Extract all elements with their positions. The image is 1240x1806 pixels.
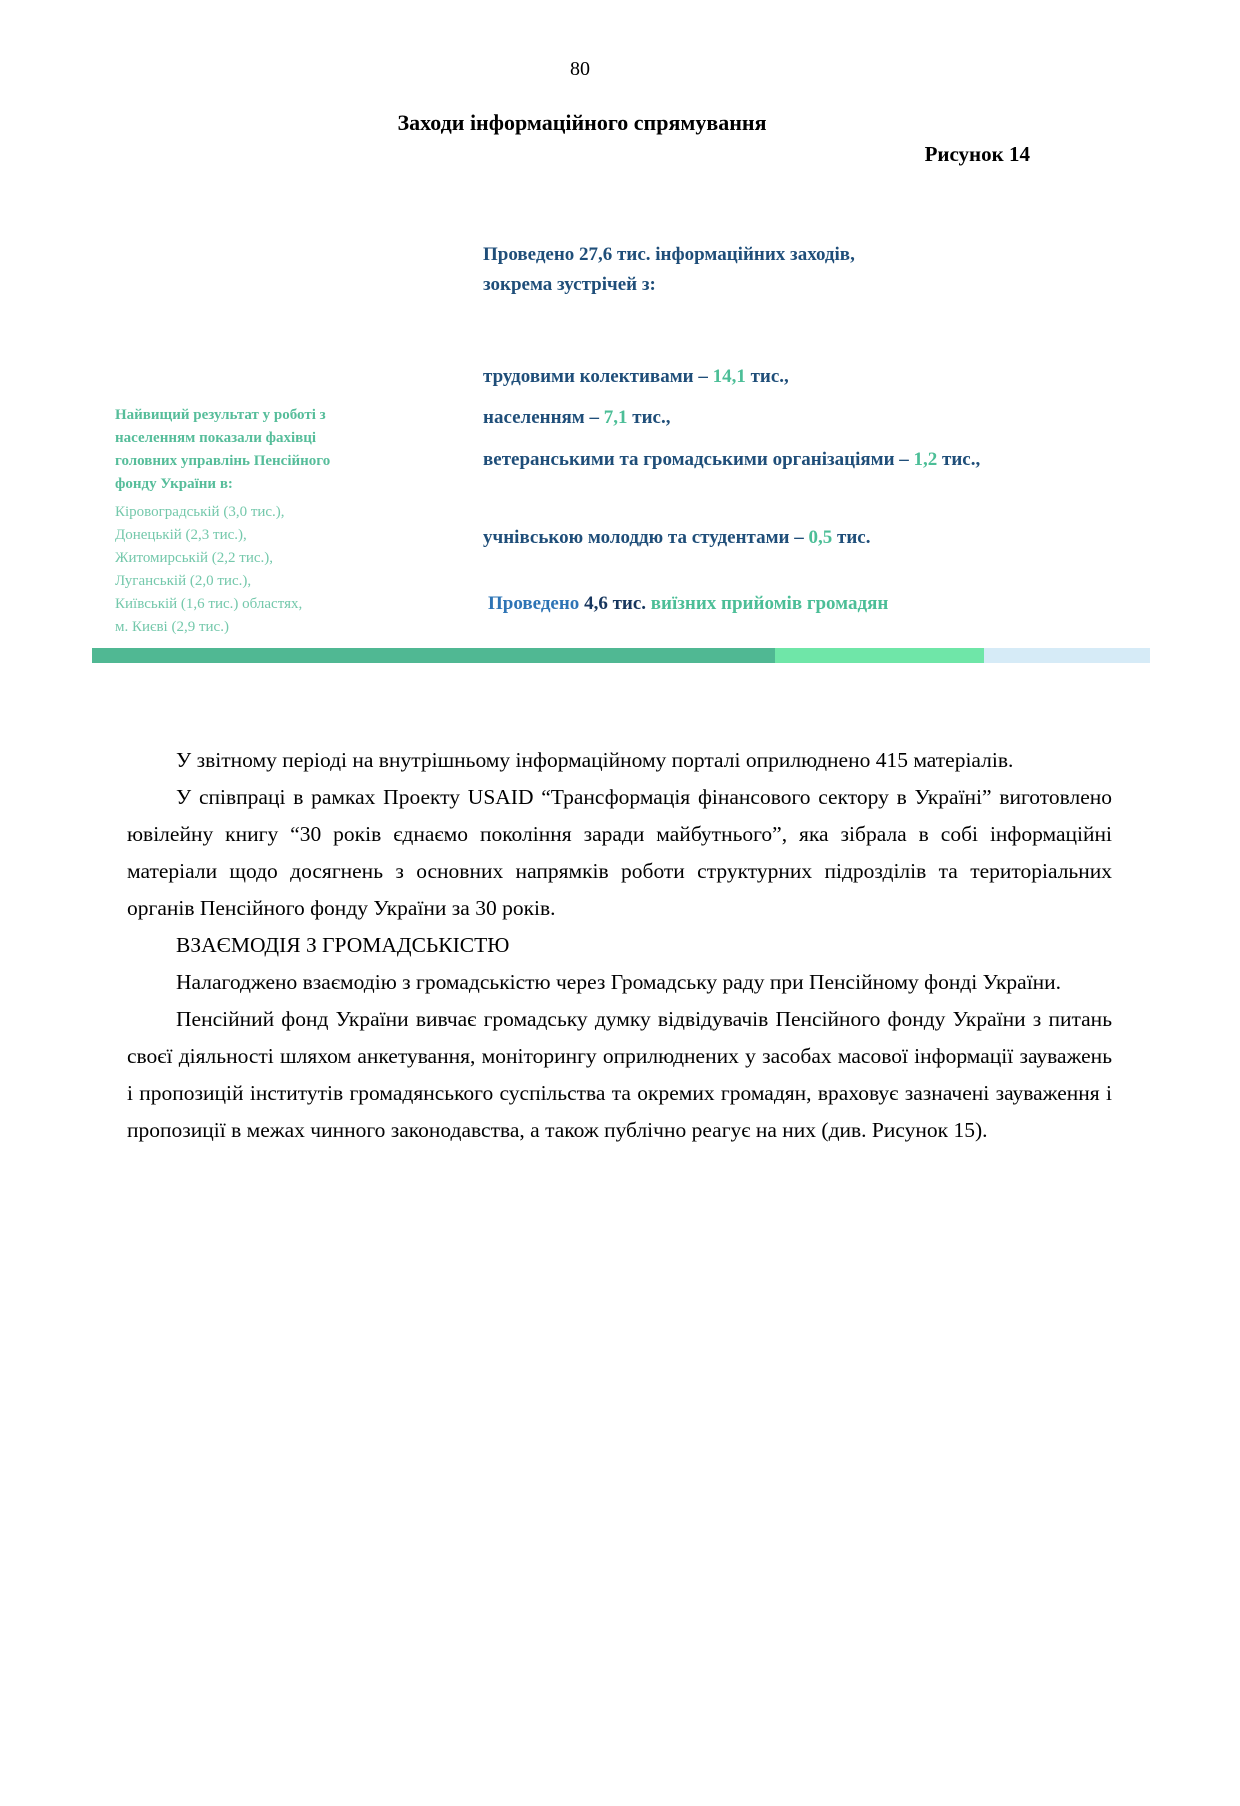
page-title: Заходи інформаційного спрямування — [397, 110, 767, 135]
figure-headline — [483, 240, 1053, 300]
figure-item-population — [483, 403, 1048, 432]
item-label: учнівською молоддю та студентами – — [483, 527, 809, 548]
item-value: 0,5 — [808, 527, 833, 548]
figure-item-veteran-organizations — [483, 445, 988, 474]
item-suffix: тис. — [832, 527, 871, 548]
paragraph-portal-materials: У звітному періоді на внутрішньому інформаційному порталі оприлюднено 415 матеріалів. — [176, 748, 1014, 772]
region-list-item: Житомирській (2,2 тис.), — [115, 550, 274, 566]
footer-part1: Проведено — [488, 593, 585, 614]
footer-part3: виїзних прийомів громадян — [646, 593, 889, 614]
item-label: населенням – — [483, 407, 604, 428]
page-number: 80 — [570, 58, 590, 80]
item-value: 1,2 — [913, 449, 938, 470]
region-list-item: Київській (1,6 тис.) областях, — [115, 596, 303, 612]
item-value: 14,1 — [712, 366, 746, 387]
figure-footer-line — [488, 590, 1058, 618]
gradient-bar-segment-2 — [775, 648, 983, 663]
figure-item-students — [483, 523, 1048, 552]
paragraph-public-opinion: Пенсійний фонд України вивчає громадську думку відвідувачів Пенсійного фонду України з питань своєї діяльності шляхом анкетування, моніторингу оприлюднених у засобах масової інформації зауважень і пропозицій інститутів громадянського суспільства та окремих громадян, враховує зазначені зауваження і пропозиції в межах чинного законодавства, а також публічно реагує на них (див. Рисунок 15). — [127, 1007, 1112, 1142]
gradient-bar-segment-1 — [92, 648, 775, 663]
item-suffix: тис., — [745, 366, 789, 387]
figure-sidebar-region-list — [115, 501, 375, 639]
paragraph-usaid-book: У співпраці в рамках Проекту USAID “Трансформація фінансового сектору в Україні” виготовлено ювілейну книгу “30 років єднаємо покоління заради майбутнього”, яка зібрала в собі інформаційні матеріали щодо досягнень з основних напрямків роботи структурних підрозділів та територіальних органів Пенсійного фонду України за 30 років. — [127, 785, 1112, 920]
region-list-item: Кіровоградській (3,0 тис.), — [115, 504, 285, 520]
figure-gradient-bar — [92, 648, 1150, 663]
figure-headline-line2: зокрема зустрічей з: — [483, 274, 656, 295]
section-heading-public-interaction: ВЗАЄМОДІЯ З ГРОМАДСЬКІСТЮ — [176, 933, 510, 957]
figure-sidebar-heading: Найвищий результат у роботі з населенням показали фахівці головних управлінь Пенсійного фонду України в: — [115, 407, 331, 492]
item-label: ветеранськими та громадськими організаціями – — [483, 449, 914, 470]
figure-headline-line1: Проведено 27,6 тис. інформаційних заходів, — [483, 244, 855, 265]
item-label: трудовими колективами – — [483, 366, 713, 387]
item-suffix: тис., — [937, 449, 981, 470]
item-value: 7,1 — [603, 407, 628, 428]
footer-part2: 4,6 тис. — [584, 593, 647, 614]
body-text — [127, 742, 1112, 1149]
figure-item-labor-collectives — [483, 362, 1048, 391]
region-list-item: Луганській (2,0 тис.), — [115, 573, 252, 589]
gradient-bar-segment-3 — [984, 648, 1150, 663]
item-suffix: тис., — [627, 407, 671, 428]
region-list-item: Донецькій (2,3 тис.), — [115, 527, 247, 543]
figure-caption: Рисунок 14 — [924, 142, 1030, 166]
region-list-item: м. Києві (2,9 тис.) — [115, 619, 229, 635]
paragraph-public-council: Налагоджено взаємодію з громадськістю через Громадську раду при Пенсійному фонді України. — [176, 970, 1062, 994]
